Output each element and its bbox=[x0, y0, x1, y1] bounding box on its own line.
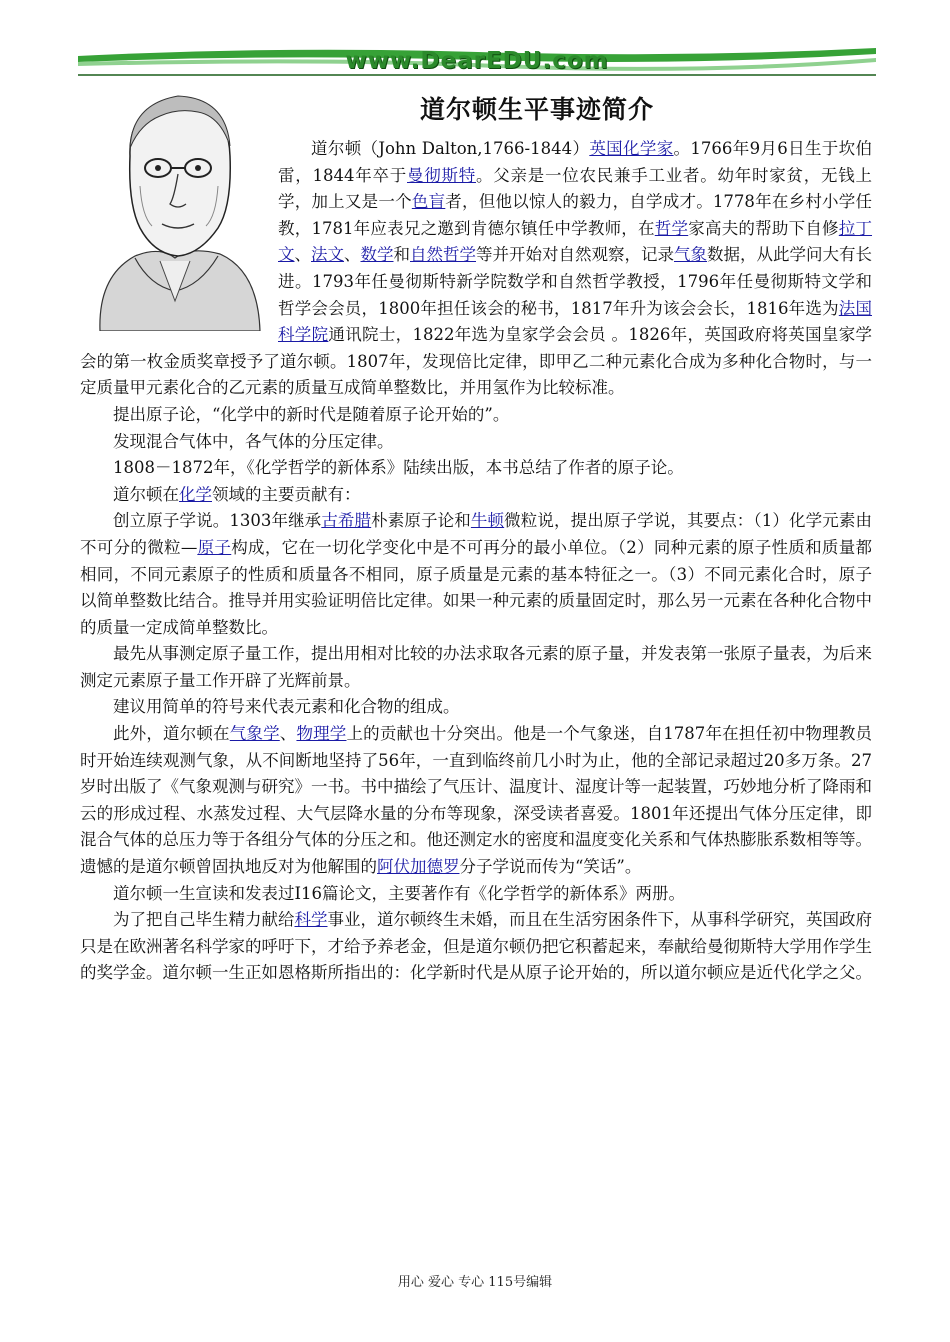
text-run: 1808－1872年，《化学哲学的新体系》陆续出版，本书总结了作者的原子论。 bbox=[113, 458, 684, 478]
body-paragraph bbox=[80, 402, 872, 429]
wiki-link[interactable]: 英国化学家 bbox=[589, 139, 674, 158]
text-run: 道尔顿一生宣读和发表过I16篇论文，主要著作有《化学哲学的新体系》两册。 bbox=[113, 883, 686, 903]
article-body bbox=[80, 136, 872, 987]
wiki-link[interactable]: 牛顿 bbox=[470, 511, 505, 531]
text-run: 通讯院士，1822年选为皇家学会会员 。1826年，英国政府将英国皇家学会的第一枚金质奖章授予了道尔顿。1807年，发现倍比定律，即甲乙二种元素化合成为多种化合物时，与一定质量甲元素化合的乙元素的质量互成简单整数比，并用氢作为比较标准。 bbox=[80, 325, 872, 398]
text-run: 。父亲是一位农民兼手工业者。幼年时家贫，无钱上学，加上又是一个 bbox=[278, 165, 872, 212]
wiki-link[interactable]: 自然哲学 bbox=[410, 245, 476, 265]
text-run: 领域的主要贡献有： bbox=[212, 484, 361, 504]
wiki-link[interactable]: 化学 bbox=[179, 484, 212, 504]
wiki-link[interactable]: 气象学 bbox=[229, 724, 280, 744]
text-run: 提出原子论，“化学中的新时代是随着原子论开始的”。 bbox=[113, 404, 510, 424]
text-run: 道尔顿在 bbox=[113, 484, 179, 504]
text-run: 发现混合气体中，各气体的分压定律。 bbox=[113, 431, 394, 451]
text-run: 。1766年9月6日生于坎伯雷，1844年卒于 bbox=[278, 139, 872, 185]
text-run: 此外，道尔顿在 bbox=[113, 724, 230, 744]
text-run: 道尔顿（John Dalton,1766-1844） bbox=[311, 139, 590, 158]
wiki-link[interactable]: 法国科学院 bbox=[278, 298, 872, 345]
body-paragraph bbox=[80, 641, 872, 694]
text-run: 为了把自己毕生精力献给 bbox=[113, 910, 295, 930]
wiki-link[interactable]: 色盲 bbox=[411, 192, 446, 212]
wiki-link[interactable]: 物理学 bbox=[296, 724, 347, 744]
text-run: 家高夫的帮助下自修 bbox=[688, 218, 839, 238]
text-run: 和 bbox=[393, 245, 410, 265]
site-header bbox=[78, 40, 876, 80]
text-run: 、 bbox=[344, 245, 361, 265]
body-paragraph bbox=[80, 429, 872, 456]
text-run: 最先从事测定原子量工作，提出用相对比较的办法求取各元素的原子量，并发表第一张原子量表，为后来测定元素原子量工作开辟了光辉前景。 bbox=[80, 644, 872, 690]
wiki-link[interactable]: 哲学 bbox=[654, 218, 689, 238]
text-run: 上的贡献也十分突出。他是一个气象迷，自1787年在担任初中物理教员时开始连续观测气象，从不间断地坚持了56年，一直到临终前几小时为止，他的全部记录超过20多万条。27岁时出版了《气象观测与研究》一书。书中描绘了气压计、温度计、湿度计等一起装置，巧妙地分析了降雨和云的形成过程、水蒸发过程、大气层降水量的分布等现象，深受读者喜爱。1801年还提出气体分压定律，即混合气体的总压力等于各组分气体的分压之和。他还测定水的密度和温度变化关系和气体热膨胀系数相等等。遗憾的是道尔顿曾固执地反对为他解围的 bbox=[80, 724, 873, 877]
text-run: 构成，它在一切化学变化中是不可再分的最小单位。（2）同种元素的原子性质和质量都相同，不同元素原子的性质和质量各不相同，原子质量是元素的基本特征之一。（3）不同元素化合时，原子以简单整数比结合。推导并用实验证明倍比定律。如果一种元素的质量固定时，那么另一元素在各种化合物中的质量一定成简单整数比。 bbox=[80, 537, 873, 637]
body-paragraph bbox=[80, 881, 872, 908]
page-title: 道尔顿生平事迹简介 bbox=[420, 95, 655, 124]
portrait-wrap-spacer bbox=[80, 136, 278, 346]
wiki-link[interactable]: 古希腊 bbox=[321, 511, 372, 531]
wiki-link[interactable]: 法文 bbox=[311, 245, 344, 265]
text-run: 建议用简单的符号来代表元素和化合物的组成。 bbox=[113, 697, 460, 717]
text-run: 分子学说而传为“笑话”。 bbox=[459, 857, 642, 877]
text-run: 等并开始对自然观察，记录 bbox=[476, 245, 674, 265]
page-footer: 用心 爱心 专心 115号编辑 bbox=[397, 1275, 553, 1290]
text-run: 、 bbox=[294, 245, 311, 265]
body-paragraph bbox=[80, 508, 872, 641]
wiki-link[interactable]: 拉丁文 bbox=[278, 218, 873, 265]
text-run: 微粒说，提出原子学说，其要点：（1）化学元素由不可分的微粒— bbox=[80, 511, 873, 557]
wiki-link[interactable]: 数学 bbox=[360, 245, 394, 265]
body-paragraph bbox=[80, 907, 872, 987]
wiki-link[interactable]: 原子 bbox=[197, 537, 232, 557]
text-run: 事业，道尔顿终生未婚，而且在生活穷困条件下，从事科学研究，英国政府只是在欧洲著名科学家的呼吁下，才给予养老金，但是道尔顿仍把它积蓄起来，奉献给曼彻斯特大学用作学生的奖学金。道尔顿一生正如恩格斯所指出的：化学新时代是从原子论开始的，所以道尔顿应是近代化学之父。 bbox=[80, 910, 872, 983]
wiki-link[interactable]: 曼彻斯特 bbox=[407, 165, 476, 185]
body-paragraph bbox=[80, 694, 872, 721]
body-paragraph bbox=[80, 721, 872, 881]
text-run: 者，但他以惊人的毅力，自学成才。1778年在乡村小学任教，1781年应表兄之邀到肯德尔镇任中学教师，在 bbox=[278, 192, 873, 238]
site-brand[interactable]: www.DearEDU.com bbox=[345, 48, 609, 74]
text-run: 创立原子学说。1303年继承 bbox=[113, 511, 322, 531]
body-paragraph bbox=[80, 482, 872, 509]
wiki-link[interactable]: 阿伏加德罗 bbox=[377, 857, 460, 877]
wiki-link[interactable]: 科学 bbox=[294, 910, 328, 930]
text-run: 数据，从此学问大有长进。1793年任曼彻斯特新学院数学和自然哲学教授，1796年任曼彻斯特文学和哲学会会员，1800年担任该会的秘书，1817年升为该会会长，1816年选为 bbox=[278, 245, 872, 318]
text-run: 、 bbox=[279, 724, 297, 744]
text-run: 朴素原子论和 bbox=[371, 511, 471, 531]
paragraph-list bbox=[80, 402, 872, 987]
wiki-link[interactable]: 气象 bbox=[674, 245, 707, 265]
body-paragraph bbox=[80, 455, 872, 482]
